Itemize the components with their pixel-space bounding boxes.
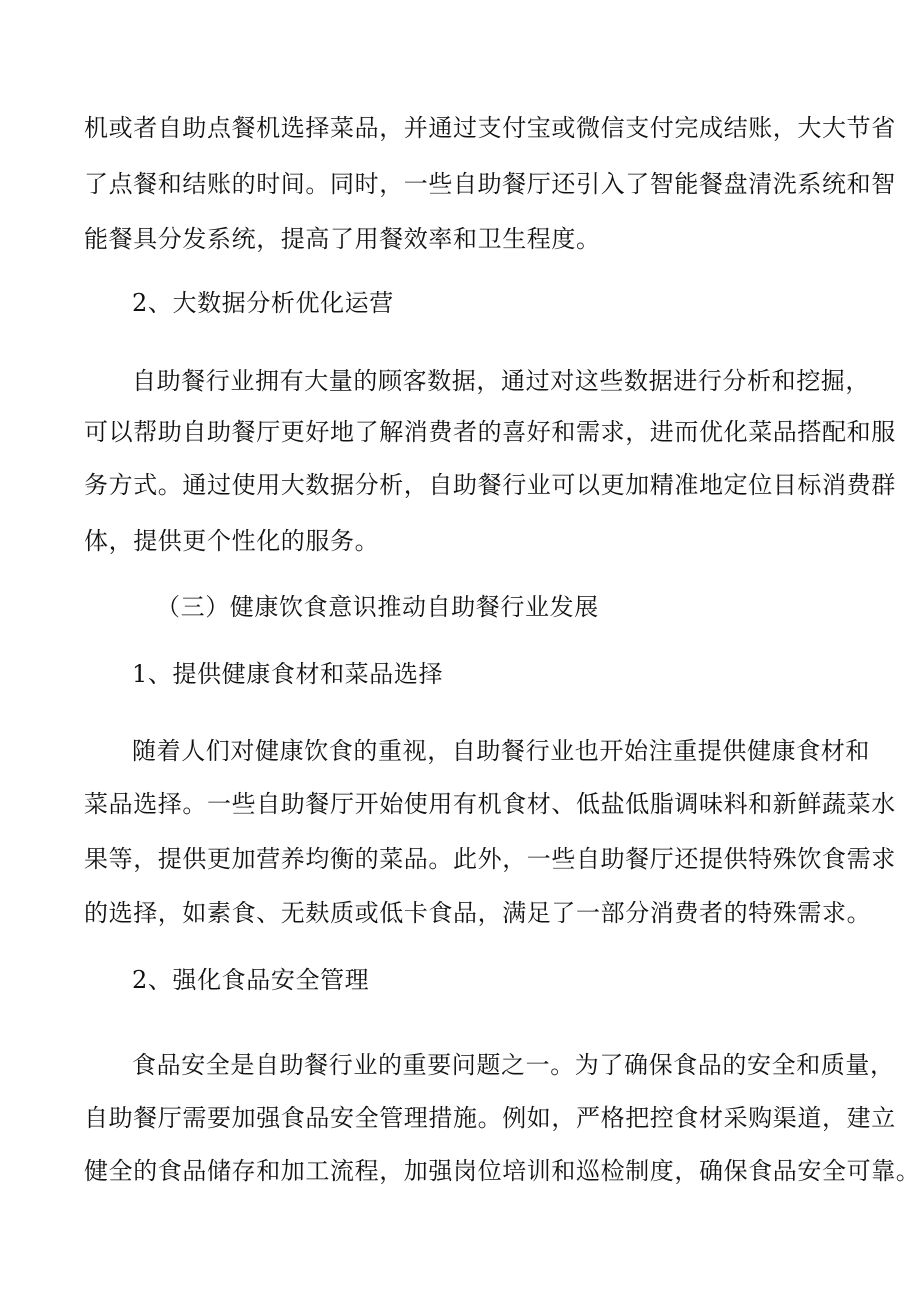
- paragraph-line: 机或者自助点餐机选择菜品，并通过支付宝或微信支付完成结账，大大节省: [84, 114, 896, 142]
- paragraph-line: 食品安全是自助餐行业的重要问题之一。为了确保食品的安全和质量，: [132, 1051, 895, 1079]
- paragraph-line: 自助餐行业拥有大量的顾客数据，通过对这些数据进行分析和挖掘，: [132, 367, 870, 395]
- paragraph-line: 体，提供更个性化的服务。: [84, 527, 380, 555]
- paragraph-line: 果等，提供更加营养均衡的菜品。此外，一些自助餐厅还提供特殊饮食需求: [84, 845, 896, 873]
- paragraph-line: 可以帮助自助餐厅更好地了解消费者的喜好和需求，进而优化菜品搭配和服: [84, 418, 896, 446]
- paragraph-line: 能餐具分发系统，提高了用餐效率和卫生程度。: [84, 225, 601, 253]
- paragraph-line: 了点餐和结账的时间。同时，一些自助餐厅还引入了智能餐盘清洗系统和智: [84, 170, 896, 198]
- section-heading: 2、强化食品安全管理: [132, 966, 370, 994]
- chapter-heading: （三）健康饮食意识推动自助餐行业发展: [156, 593, 599, 621]
- paragraph-line: 的选择，如素食、无麸质或低卡食品，满足了一部分消费者的特殊需求。: [84, 899, 872, 927]
- section-heading: 1、提供健康食材和菜品选择: [132, 660, 444, 688]
- paragraph-line: 菜品选择。一些自助餐厅开始使用有机食材、低盐低脂调味料和新鲜蔬菜水: [84, 790, 896, 818]
- paragraph-line: 健全的食品储存和加工流程，加强岗位培训和巡检制度，确保食品安全可靠。: [84, 1157, 920, 1185]
- paragraph-line: 务方式。通过使用大数据分析，自助餐行业可以更加精准地定位目标消费群: [84, 471, 896, 499]
- section-heading: 2、大数据分析优化运营: [132, 289, 394, 317]
- paragraph-line: 随着人们对健康饮食的重视，自助餐行业也开始注重提供健康食材和: [132, 737, 870, 765]
- paragraph-line: 自助餐厅需要加强食品安全管理措施。例如，严格把控食材采购渠道，建立: [84, 1104, 896, 1132]
